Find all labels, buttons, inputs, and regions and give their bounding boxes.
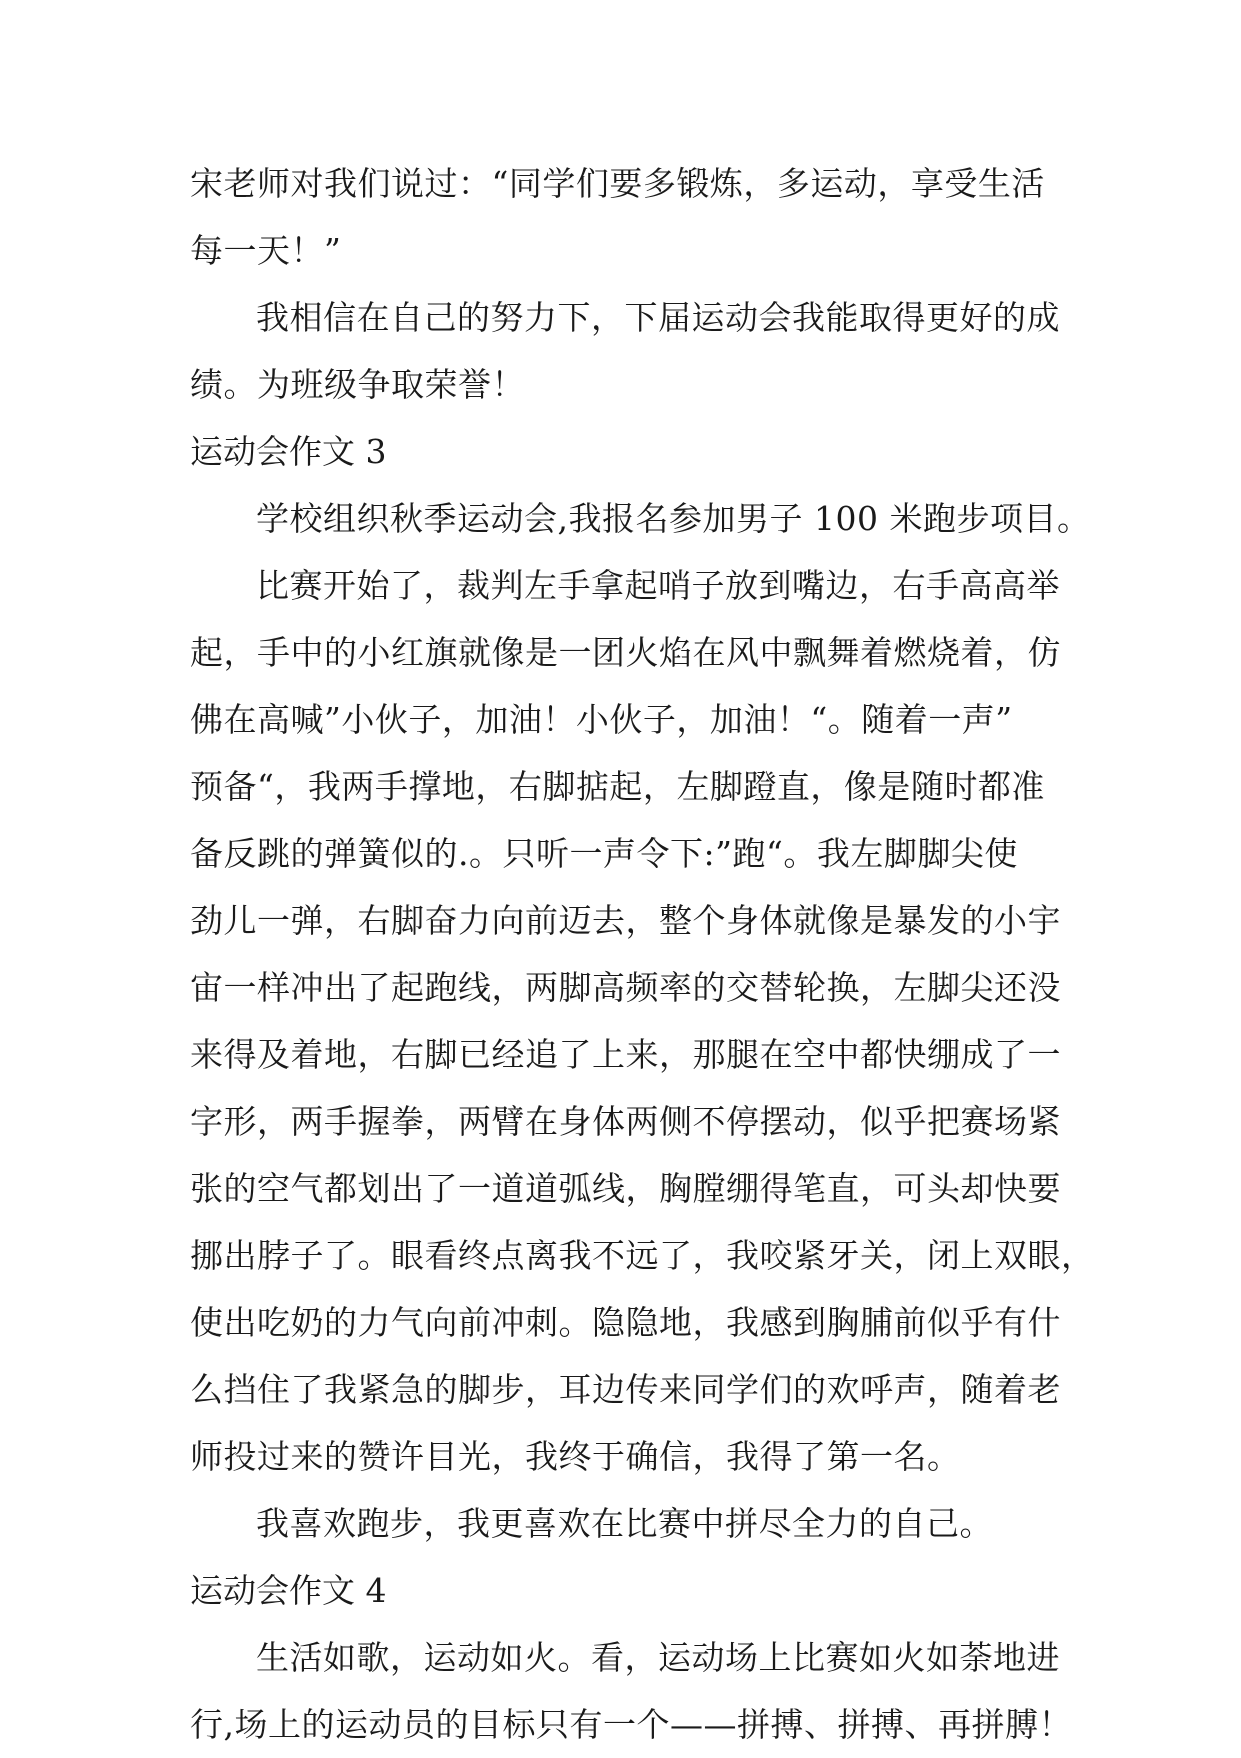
text-line: 备反跳的弹簧似的.。只听一声令下:”跑“。我左脚脚尖使 bbox=[190, 834, 1018, 873]
text-line: 绩。为班级争取荣誉！ bbox=[190, 365, 525, 404]
document-page bbox=[190, 150, 1095, 1758]
text-line: 宋老师对我们说过：“同学们要多锻炼，多运动，享受生活 bbox=[190, 164, 1045, 203]
text-line: 宙一样冲出了起跑线，两脚高频率的交替轮换，左脚尖还没 bbox=[190, 968, 1061, 1007]
text-line: 字形，两手握拳，两臂在身体两侧不停摆动，似乎把赛场紧 bbox=[190, 1102, 1061, 1141]
paragraph-start-line: 生活如歌，运动如火。看，运动场上比赛如火如荼地进 bbox=[256, 1638, 1060, 1677]
section-heading: 运动会作文 3 bbox=[190, 432, 387, 471]
text-line: 挪出脖子了。眼看终点离我不远了，我咬紧牙关，闭上双眼， bbox=[190, 1236, 1095, 1275]
text-line: 行,场上的运动员的目标只有一个——拼搏、拼搏、再拼膊！ bbox=[190, 1705, 1072, 1744]
text-line: 使出吃奶的力气向前冲刺。隐隐地，我感到胸脯前似乎有什 bbox=[190, 1303, 1061, 1342]
text-line: 佛在高喊”小伙子，加油！小伙子，加油！“。随着一声” bbox=[190, 700, 1013, 739]
paragraph-start-line: 学校组织秋季运动会,我报名参加男子 100 米跑步项目。 bbox=[256, 499, 1091, 538]
text-line: 起，手中的小红旗就像是一团火焰在风中飘舞着燃烧着，仿 bbox=[190, 633, 1061, 672]
text-line: 劲儿一弹，右脚奋力向前迈去，整个身体就像是暴发的小宇 bbox=[190, 901, 1061, 940]
text-line: 来得及着地，右脚已经追了上来，那腿在空中都快绷成了一 bbox=[190, 1035, 1061, 1074]
paragraph-start-line: 我相信在自己的努力下，下届运动会我能取得更好的成 bbox=[256, 298, 1060, 337]
text-line: 张的空气都划出了一道道弧线，胸膛绷得笔直，可头却快要 bbox=[190, 1169, 1061, 1208]
section-heading: 运动会作文 4 bbox=[190, 1571, 387, 1610]
text-line: 么挡住了我紧急的脚步，耳边传来同学们的欢呼声，随着老 bbox=[190, 1370, 1061, 1409]
paragraph-start-line: 比赛开始了，裁判左手拿起哨子放到嘴边，右手高高举 bbox=[256, 566, 1060, 605]
text-line: 师投过来的赞许目光，我终于确信，我得了第一名。 bbox=[190, 1437, 961, 1476]
text-line: 每一天！” bbox=[190, 231, 342, 270]
paragraph-start-line: 我喜欢跑步，我更喜欢在比赛中拼尽全力的自己。 bbox=[256, 1504, 993, 1543]
text-line: 预备“，我两手撑地，右脚掂起，左脚蹬直，像是随时都准 bbox=[190, 767, 1045, 806]
